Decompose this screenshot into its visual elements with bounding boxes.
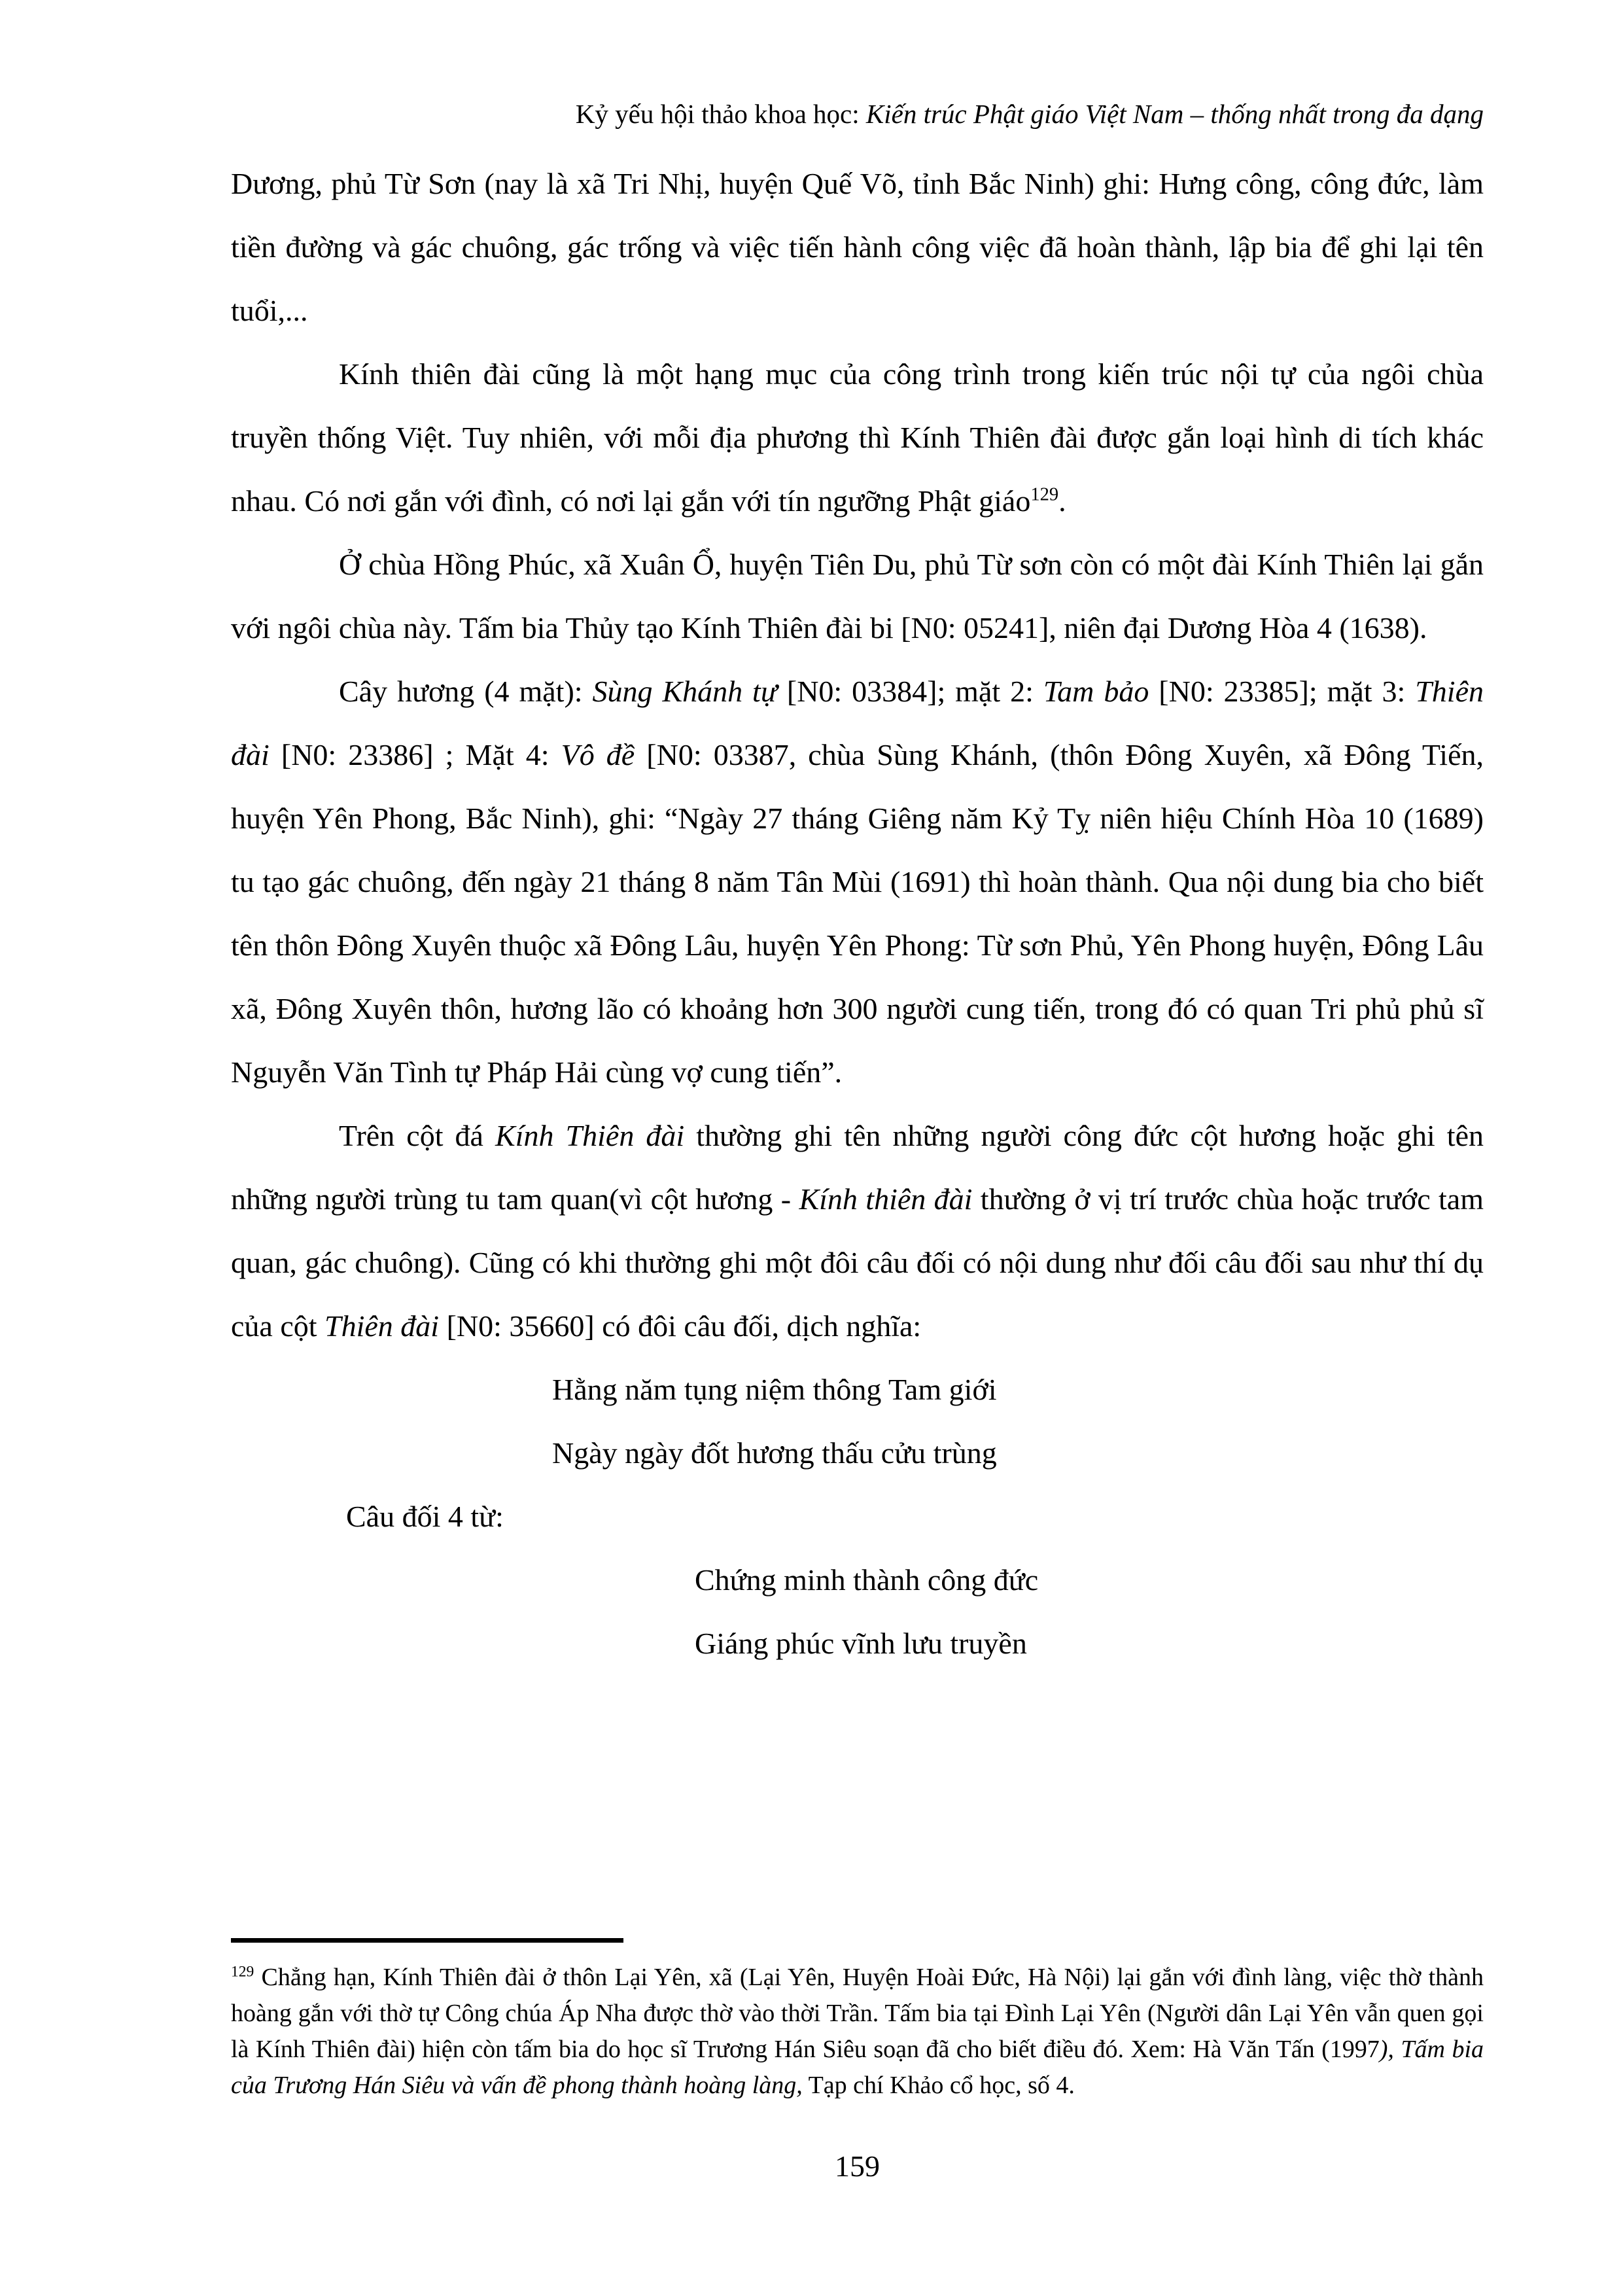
- paragraph: [231, 152, 1484, 342]
- text-run: thường ghi tên những người công đức cột hương hoặc ghi tên những người trùng tu tam quan(vì cột hương -: [231, 1119, 1484, 1216]
- couplet-line: Hằng năm tụng niệm thông Tam giới: [552, 1373, 997, 1406]
- text-run: Tạp chí Khảo cổ học, số 4.: [802, 2072, 1075, 2099]
- footnote-separator: [231, 1938, 623, 1943]
- italic-run: Tam bảo: [1043, 675, 1149, 708]
- italic-run: Vô đề: [561, 738, 635, 771]
- italic-run: Sùng Khánh tự: [592, 675, 777, 708]
- couplet-line: Ngày ngày đốt hương thấu cửu trùng: [552, 1436, 997, 1470]
- paragraph: [231, 342, 1484, 533]
- text-run: thường ở vị trí trước chùa hoặc trước tam quan, gác chuông). Cũng có khi thường ghi một đôi câu đối có nội dung như đối câu đối sau như thí dụ của cột: [231, 1182, 1484, 1343]
- couplet-line: Chứng minh thành công đức: [695, 1563, 1039, 1597]
- header-title: Kiến trúc Phật giáo Việt Nam – thống nhất trong đa dạng: [865, 99, 1484, 129]
- paragraph: [231, 533, 1484, 660]
- text-run: Kính thiên đài cũng là một hạng mục của công trình trong kiến trúc nội tự của ngôi chùa truyền thống Việt. Tuy nhiên, với mỗi địa phương thì Kính Thiên đài được gắn loại hình di tích khác nhau. Có nơi gắn với đình, có nơi lại gắn với tín ngưỡng Phật giáo: [231, 357, 1484, 518]
- text-run: Chẳng hạn, Kính Thiên đài ở thôn Lại Yên, xã (Lại Yên, Huyện Hoài Đức, Hà Nội) lại gắn với đình làng, việc thờ thành hoàng gắn với thờ tự Công chúa Áp Nha được thờ vào thời Trần. Tấm bia tại Đình Lại Yên (Người dân Lại Yên vẫn quen gọi là Kính Thiên đài) hiện còn tấm bia do học sĩ Trương Hán Siêu soạn đã cho biết điều đó. Xem: Hà Văn Tấn (1997: [231, 1964, 1484, 2063]
- italic-run: Kính thiên đài: [799, 1182, 973, 1216]
- couplet-label: Câu đối 4 từ:: [346, 1500, 504, 1533]
- footnote: [231, 1938, 1484, 2104]
- italic-run: ), Tấm bia của Trương Hán Siêu và vấn đề phong thành hoàng làng,: [231, 2036, 1484, 2099]
- couplet-1: [552, 1358, 1484, 1485]
- header-prefix: Kỷ yếu hội thảo khoa học:: [575, 99, 866, 129]
- text-run: [N0: 03384]; mặt 2:: [777, 675, 1043, 708]
- text-run: Trên cột đá: [339, 1119, 496, 1152]
- footnote-text: [231, 1960, 1484, 2104]
- text-run: [N0: 23386] ; Mặt 4:: [269, 738, 561, 771]
- running-header: [231, 96, 1484, 132]
- paragraph: [231, 660, 1484, 1104]
- italic-run: Kính Thiên đài: [495, 1119, 685, 1152]
- text-run: [N0: 35660] có đôi câu đối, dịch nghĩa:: [439, 1309, 922, 1343]
- couplet-line: Giáng phúc vĩnh lưu truyền: [695, 1627, 1027, 1660]
- body-text: [231, 152, 1484, 1675]
- superscript-ref: 129: [1030, 484, 1059, 505]
- paragraph: [231, 1104, 1484, 1358]
- couplet-2: [695, 1548, 1484, 1675]
- italic-run: Thiên đài: [231, 675, 1484, 771]
- text-run: Cây hương (4 mặt):: [339, 675, 593, 708]
- text-run: [N0: 03387, chùa Sùng Khánh, (thôn Đông Xuyên, xã Đông Tiến, huyện Yên Phong, Bắc Ninh), ghi: “Ngày 27 tháng Giêng năm Kỷ Tỵ niên hiệu Chính Hòa 10 (1689) tu tạo gác chuông, đến ngày 21 tháng 8 năm Tân Mùi (1691) thì hoàn thành. Qua nội dung bia cho biết tên thôn Đông Xuyên thuộc xã Đông Lâu, huyện Yên Phong: Từ sơn Phủ, Yên Phong huyện, Đông Lâu xã, Đông Xuyên thôn, hương lão có khoảng hơn 300 người cung tiến, trong đó có quan Tri phủ phủ sĩ Nguyễn Văn Tình tự Pháp Hải cùng vợ cung tiến”.: [231, 738, 1484, 1089]
- text-run: Dương, phủ Từ Sơn (nay là xã Tri Nhị, huyện Quế Võ, tỉnh Bắc Ninh) ghi: Hưng công, công đức, làm tiền đường và gác chuông, gác trống và việc tiến hành công việc đã hoàn thành, lập bia để ghi lại tên tuổi,...: [231, 167, 1484, 327]
- text-run: Ở chùa Hồng Phúc, xã Xuân Ổ, huyện Tiên Du, phủ Từ sơn còn có một đài Kính Thiên lại gắn với ngôi chùa này. Tấm bia Thủy tạo Kính Thiên đài bi [N0: 05241], niên đại Dương Hòa 4 (1638).: [231, 548, 1484, 645]
- text-run: .: [1058, 484, 1066, 518]
- superscript-ref: 129: [231, 1963, 254, 1981]
- italic-run: Thiên đài: [324, 1309, 440, 1343]
- text-run: [N0: 23385]; mặt 3:: [1149, 675, 1416, 708]
- paragraphs: [231, 152, 1484, 1358]
- page-number: 159: [835, 2149, 880, 2183]
